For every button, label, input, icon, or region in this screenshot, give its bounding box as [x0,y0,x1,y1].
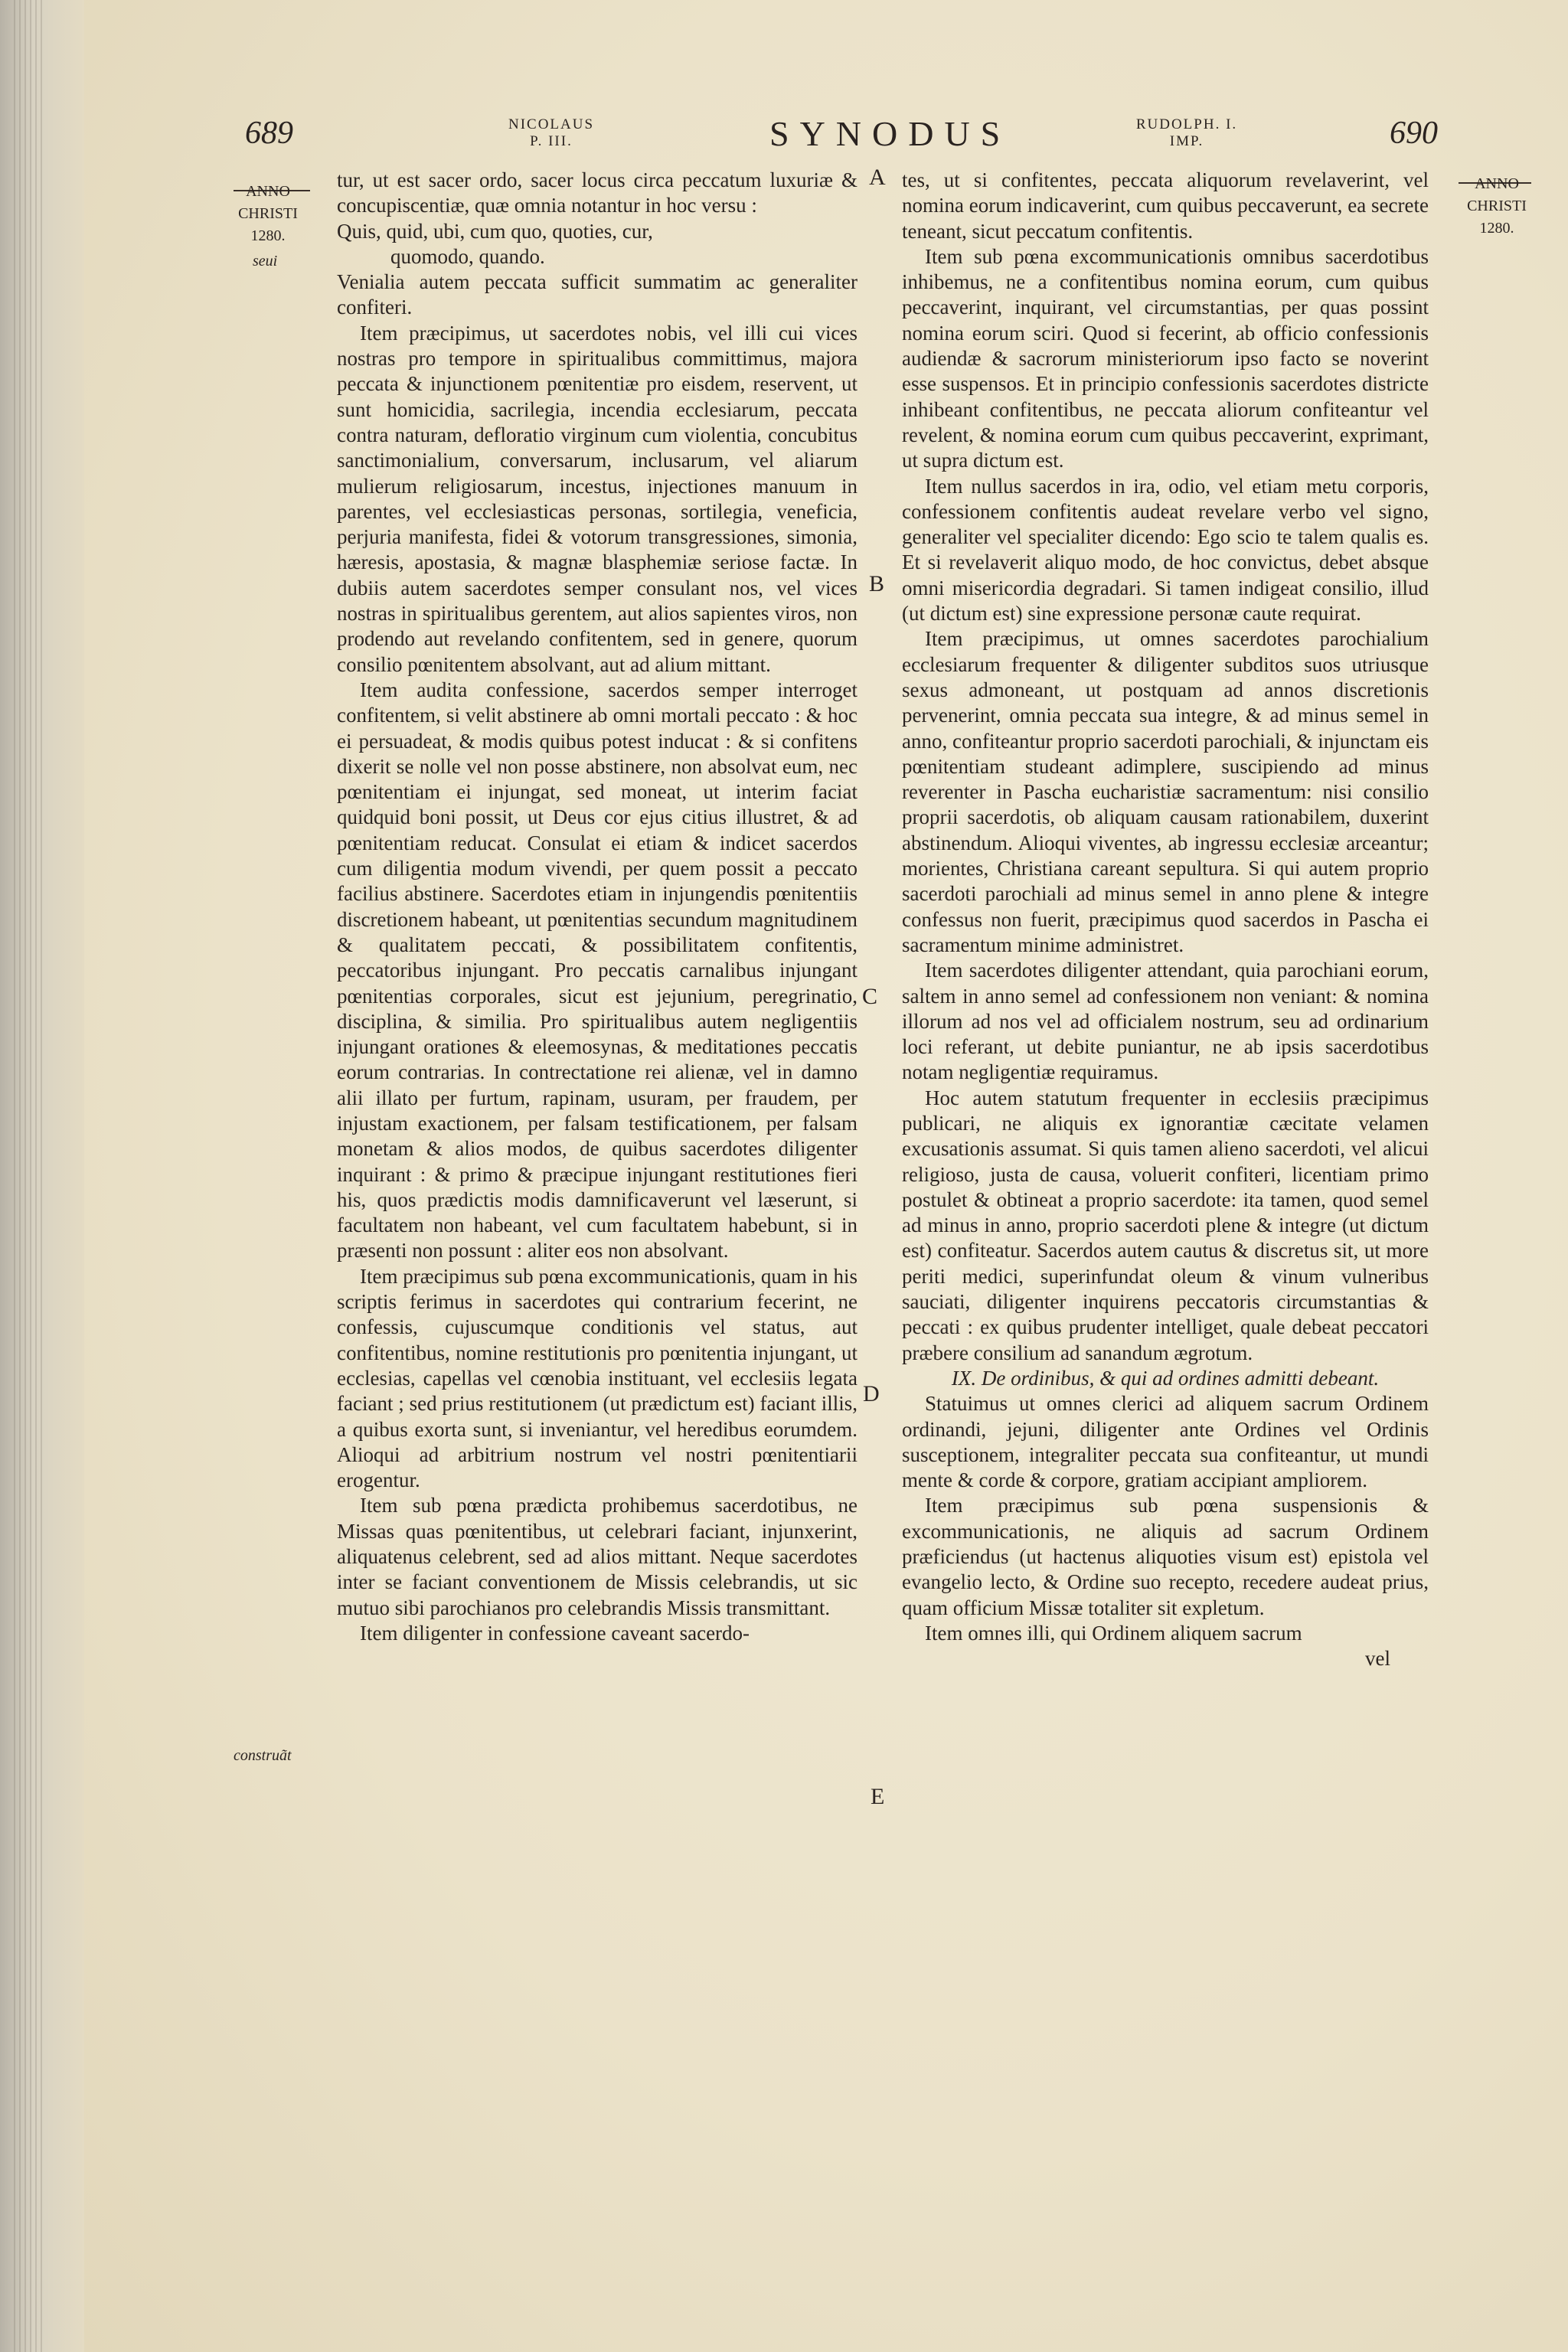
page-number-right: 690 [1390,116,1438,151]
paragraph: Item præcipimus sub pœna excommunicationis, quam in his scriptis ferimus in sacerdotes qui contrarium fecerint, ne confessis, cujuscumque conditionis vel status, aut confitentibus, nomine restitutionis pro pœnitentia injungant, ut ecclesias, capellas vel cœnobia instituant, vel ecclesiis legata faciant ; sed prius restitutionem (ut prædictum est) faciant illis, a quibus exorta sunt, si inveniantur, vel heredibus eorumdem. Alioqui ad arbitrium nostrum vel nostri pœnitentiarii erogentur. [337,1264,858,1492]
right-text-column [902,168,1429,1672]
paragraph: Item sub pœna excommunicationis omnibus sacerdotibus inhibemus, ne a confitentibus nomina eorum, cum quibus peccaverint, inquirant, vel circumstantias, per quas possint nomina eorum sciri. Quod si fecerint, ab officio confessionis audiendæ & sacrorum ministeriorum ipso facto se noverint esse suspensos. Et in principio confessionis sacerdotes districte inhibeant confitentibus, ne peccata aliorum confiteantur vel revelent, & nomina eorum cum quibus peccaverint, exprimant, ut supra dictum est. [902,244,1429,472]
running-title: SYNODUS [769,114,1011,153]
margin-right-year: 1280. [1479,220,1514,237]
paragraph: Statuimus ut omnes clerici ad aliquem sacrum Ordinem ordinandi, jejuni, diligenter ante Ordines vel Ordinis susceptionem, integraliter peccata sua confiteantur, ut mundi mente & corde & corpore, gratiam accipiant ampliorem. [902,1392,1429,1492]
margin-year-left [234,181,302,247]
section-letter-d: D [863,1381,880,1406]
running-head-right [1125,116,1248,150]
paragraph: Hoc autem statutum frequenter in ecclesiis præcipimus publicari, ne aliquis ex ignorantiæ cæcitate velamen excusationis assumat. Si quis tamen alieno sacerdoti, vel alicui religioso, justa de causa, voluerit confiteri, licentiam primo postulet & obtineat a proprio sacerdote: ita tamen, quod semel ad minus in anno, proprio sacerdoti plene & integre (ut dictum est) confiteatur. Sacerdos autem cautus & discretus sit, ut more periti medici, superinfundat oleum & vinum vulneribus sauciati, diligenter inquirens peccatoris circumstantias & peccati : ex quibus prudenter intelliget, quale debeat peccatori præbere consilium ad sanandum ægrotum. [902,1086,1429,1364]
paragraph: Item sacerdotes diligenter attendant, quia parochiani eorum, saltem in anno semel ad confessionem non veniant: & nomina illorum ad nos vel ad officialem nostrum, seu ad ordinarium loci referant, ut debite puniantur, ne ab ipsis sacerdotibus notam negligentiæ requiramus. [902,959,1429,1084]
page-number-left: 689 [245,116,293,151]
running-head-right-line2: IMP. [1169,133,1204,149]
paragraph: Item præcipimus, ut sacerdotes nobis, vel illi cui vices nostras pro tempore in spiritualibus committimus, majora peccata & injunctionem pœnitentiæ pro eisdem, reservent, ut sunt homicidia, sacrilegia, incendia ecclesiarum, peccata contra naturam, defloratio virginum cum violentia, concubitus sanctimonialium, conversarum, inclusarum, vel aliarum mulierum religiosarum, incestus, injectiones manuum in parentes, vel ecclesiasticas personas, sortilegia, veneficia, perjuria manifesta, fidei & votorum transgressiones, simonia, hæresis, apostasia, & magnæ blasphemiæ seriose factæ. In dubiis autem sacerdotes semper consulant nos, vel vices nostras in spiritualibus gerentem, aut alios sapientes viros, non prodendo aut revelando confitentem, sed in genere, quorum consilio pœnitentem absolvant, aut ad alium mittant. [337,321,858,676]
running-head-left [501,116,601,150]
margin-left-year: 1280. [250,227,286,244]
margin-note-seui: seui [253,253,278,270]
margin-right-christi: CHRISTI [1467,198,1527,214]
paragraph: Item omnes illi, qui Ordinem aliquem sacrum [925,1621,1302,1645]
book-gutter [0,0,84,2352]
running-head-left-line1: NICOLAUS [508,116,595,132]
verse-line-1: Quis, quid, ubi, cum quo, quoties, cur, [337,219,653,243]
left-text-column [337,168,858,1646]
paragraph: tur, ut est sacer ordo, sacer locus circa peccatum luxuriæ & concupiscentiæ, quæ omnia notantur in hoc versu : [337,168,858,217]
section-letter-c: C [862,984,878,1009]
paragraph: Venialia autem peccata sufficit summatim ac generaliter confiteri. [337,270,858,319]
section-heading: IX. De ordinibus, & qui ad ordines admitti debeant. [951,1366,1380,1390]
running-head-right-line1: RUDOLPH. I. [1135,116,1238,132]
margin-note-construant: construãt [234,1747,292,1764]
catchword: vel [1365,1647,1390,1671]
margin-right-anno: ANNO [1475,175,1519,192]
section-letter-b: B [869,571,885,596]
paragraph: Item diligenter in confessione caveant sacerdo- [360,1621,750,1645]
paragraph: Item præcipimus sub pœna suspensionis & excommunicationis, ne aliquis ad sacrum Ordinem præficiendus (ut hactenus aliquoties visum est) epistola vel evangelio lecto, & Ordine suo recepto, recedere audeat prius, quam officium Missæ totaliter sit expletum. [902,1494,1429,1619]
paragraph: Item præcipimus, ut omnes sacerdotes parochialium ecclesiarum frequenter & diligenter subditos suos utriusque sexus admoneant, ut postquam ad annos discretionis pervenerint, omnia peccata sua integre, & ad minus semel in anno, confiteantur proprio sacerdoti parochiali, & injunctam eis pœnitentiam studeant adimplere, suscipiendo ad minus reverenter in Pascha eucharistiæ sacramentum: nisi consilio proprii sacerdotis, ob aliquam causam rationabilem, duxerint abstinendum. Alioqui viventes, ab ingressu ecclesiæ arceantur; morientes, Christiana careant sepultura. Si qui autem proprio sacerdoti parochiali ad minus semel in anno plene & integre confessus non fuerit, præcipimus quod sacerdos in Pascha ei sacramentum minime administret. [902,627,1429,956]
margin-year-right [1455,173,1539,240]
paragraph: Item sub pœna prædicta prohibemus sacerdotibus, ne Missas quas pœnitentibus, ut celebrari faciant, injunxerint, aliquatenus celebrent, sed ad alios mittant. Neque sacerdotes inter se faciant conventionem de Missis celebrandis, ut sic mutuo sibi parochianos pro celebrandis Missis transmittant. [337,1494,858,1619]
running-head-left-line2: P. III. [530,133,573,149]
verse-line-2: quomodo, quando. [390,244,545,268]
section-letter-e: E [871,1784,885,1809]
section-letter-a: A [869,165,886,190]
paragraph: Item audita confessione, sacerdos semper interroget confitentem, si velit abstinere ab omni mortali peccato : & hoc ei persuadeat, & modis quibus potest inducat : & si confitens dixerit se nolle vel non posse abstinere, non absolvat eum, nec pœnitentiam ei injungat, sed moneat, ut interim faciat quidquid boni possit, ut Deus cor ejus citius illustret, & ad pœnitentiam reducat. Consulat ei etiam & indicet sacerdos cum diligentia modum vivendi, per quem possit a peccato facilius abstinere. Sacerdotes etiam in injungendis pœnitentiis discretionem habeant, ut pœnitentias secundum magnitudinem & qualitatem peccati, & possibilitatem confitentis, peccatoribus injungant. Pro peccatis carnalibus injungant pœnitentias corporales, sicut est jejunium, peregrinatio, disciplina, & similia. Pro spiritualibus autem negligentiis injungant orationes & eleemosynas, & meditationes peccatis eorum contrarias. In contrectatione rei alienæ, vel in damno alii illato per furtum, rapinam, usuram, per fraudem, per injustam exactionem, per falsam testificationem, per falsam monetam & alios modos, de quibus sacerdotes diligenter inquirant : & primo & præcipue injungant restitutiones fieri his, quos prædictis modis damnificaverunt vel læserunt, si facultatem non habeant, vel cum facultatem habebunt, si in præsenti non possunt : aliter eos non absolvant. [337,678,858,1263]
paragraph: Item nullus sacerdos in ira, odio, vel etiam metu corporis, confessionem confitentis audeat revelare verbo vel signo, generaliter vel specialiter dicendo: Ego scio te talem qualis es. Et si revelaverit aliquo modo, de hoc convictus, debet absque omni misericordia degradari. Si tamen indigeat consilio, illud (ut dictum est) sine expressione personæ caute requirat. [902,474,1429,626]
margin-left-anno: ANNO [246,183,290,200]
margin-left-christi: CHRISTI [238,205,298,222]
paragraph: tes, ut si confitentes, peccata aliquorum revelaverint, vel nomina eorum indicaverint, cum quibus peccaverunt, ea secrete teneant, sicut peccatum confitentis. [902,168,1429,243]
